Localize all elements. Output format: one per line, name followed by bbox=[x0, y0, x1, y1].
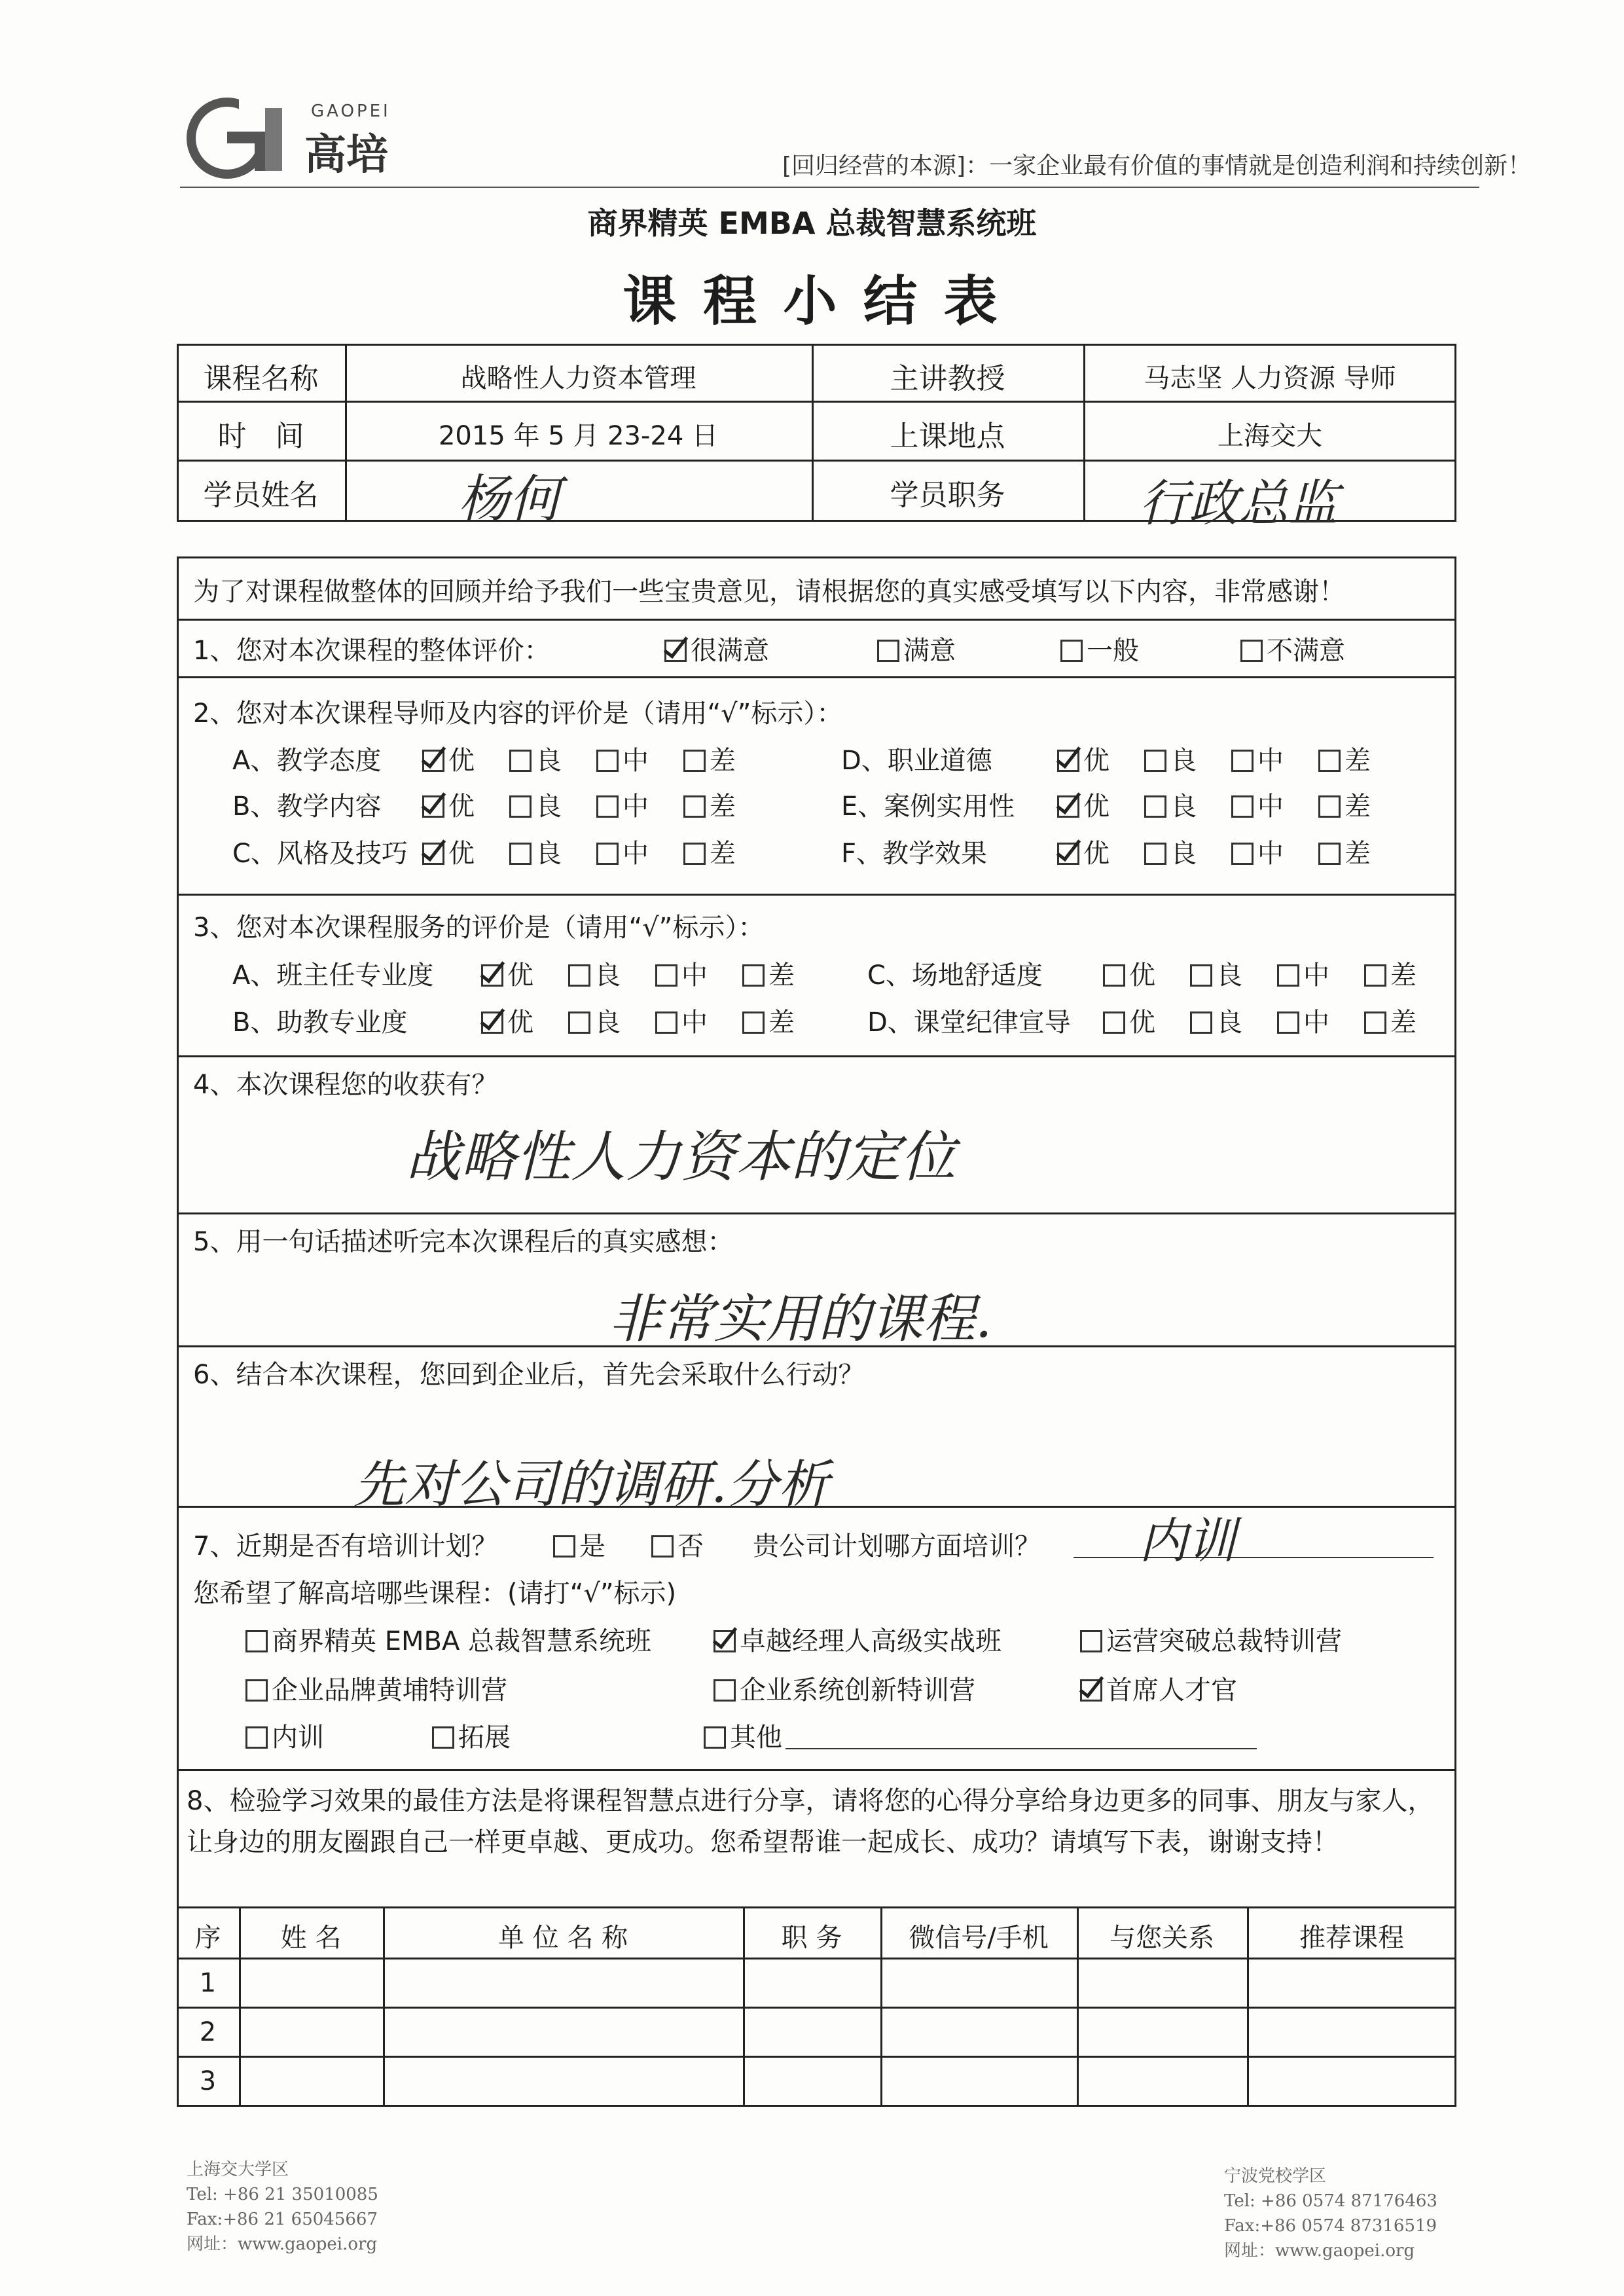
q3-option-3-1[interactable] bbox=[1190, 1002, 1242, 1039]
student-position-value: 行政总监 bbox=[1139, 474, 1338, 532]
footer-left-web-label: 网址： bbox=[187, 2234, 238, 2254]
q2-option-5-2[interactable] bbox=[1231, 833, 1284, 870]
q8-table-header: 推荐课程 bbox=[1299, 1923, 1404, 1953]
q4-answer: 战略性人力资本的定位 bbox=[406, 1125, 956, 1189]
checkbox-icon bbox=[568, 964, 590, 987]
q7-courses-label: 您希望了解高培哪些课程：(请打“√”标示) bbox=[193, 1578, 677, 1609]
footer-right-web-label: 网址： bbox=[1224, 2241, 1276, 2261]
q7-course-label: 运营突破总裁特训营 bbox=[1106, 1626, 1342, 1656]
q3-option-1-2[interactable] bbox=[655, 1002, 708, 1039]
q3-item-label: D、课堂纪律宣导 bbox=[867, 1008, 1071, 1038]
q3-grade-label: 中 bbox=[681, 1008, 708, 1038]
logo-brand-en: GAOPEI bbox=[311, 101, 391, 121]
q7-course-label: 卓越经理人高级实战班 bbox=[740, 1626, 1001, 1656]
q2-item-label: B、教学内容 bbox=[232, 792, 382, 822]
q2-label: 2、您对本次课程导师及内容的评价是（请用“√”标示）： bbox=[193, 699, 843, 729]
program-title: 商界精英 EMBA 总裁智慧系统班 bbox=[587, 206, 1037, 241]
q8-table-cell[interactable] bbox=[883, 2058, 1074, 2104]
checkbox-icon bbox=[509, 843, 532, 865]
checkbox-icon bbox=[422, 795, 444, 818]
q2-grade-label: 优 bbox=[448, 839, 475, 869]
checkbox-icon bbox=[1231, 795, 1254, 818]
footer-left-web-link[interactable]: www.gaopei.org bbox=[238, 2234, 378, 2254]
time-value: 2015 年 5 月 23-24 日 bbox=[438, 421, 719, 451]
q5-answer: 非常实用的课程. bbox=[609, 1288, 992, 1349]
checkbox-icon bbox=[1318, 795, 1341, 818]
course-name-label: 课程名称 bbox=[203, 362, 319, 395]
q4-label: 4、本次课程您的收获有？ bbox=[193, 1070, 498, 1100]
intro-text: 为了对课程做整体的回顾并给予我们一些宝贵意见，请根据您的真实感受填写以下内容，非常感谢！ bbox=[193, 577, 1345, 607]
checkbox-icon bbox=[245, 1630, 268, 1652]
q2-option-1-2[interactable] bbox=[596, 786, 649, 823]
q3-option-3-3[interactable] bbox=[1364, 1002, 1416, 1039]
q2-grade-label: 良 bbox=[1170, 792, 1197, 822]
q2-option-3-2[interactable] bbox=[1231, 740, 1284, 777]
checkbox-icon bbox=[1231, 843, 1254, 865]
q3-grade-label: 差 bbox=[1390, 960, 1416, 991]
q2-grade-label: 良 bbox=[535, 792, 562, 822]
checkbox-icon bbox=[1364, 964, 1386, 987]
checkbox-icon bbox=[1277, 1011, 1299, 1034]
checkbox-icon bbox=[1103, 1011, 1125, 1034]
q2-option-4-0[interactable] bbox=[1057, 786, 1110, 823]
q7-plan-label: 贵公司计划哪方面培训？ bbox=[753, 1531, 1041, 1561]
q7-plan-answer: 内训 bbox=[1139, 1513, 1236, 1569]
q3-option-3-2[interactable] bbox=[1277, 1002, 1329, 1039]
q6-answer: 先对公司的调研.分析 bbox=[353, 1455, 829, 1514]
q7-other-underline bbox=[785, 1748, 1257, 1749]
q8-table-header: 与您关系 bbox=[1110, 1923, 1214, 1953]
checkbox-icon bbox=[1231, 750, 1254, 772]
q2-option-4-1[interactable] bbox=[1144, 786, 1197, 823]
q8-table-cell[interactable] bbox=[746, 2009, 878, 2053]
q3-grade-label: 差 bbox=[768, 960, 795, 991]
checkbox-icon bbox=[1190, 1011, 1212, 1034]
q2-grade-label: 中 bbox=[623, 839, 649, 869]
q2-grade-label: 优 bbox=[1083, 792, 1110, 822]
q3-option-1-3[interactable] bbox=[742, 1002, 795, 1039]
q2-grade-label: 差 bbox=[710, 839, 736, 869]
q2-grade-label: 中 bbox=[1257, 746, 1284, 776]
q2-grade-label: 中 bbox=[1257, 839, 1284, 869]
place-value: 上海交大 bbox=[1218, 421, 1322, 451]
q7-yes-option[interactable]: 是 bbox=[553, 1525, 605, 1563]
checkbox-icon bbox=[1144, 843, 1166, 865]
q3-grade-label: 中 bbox=[1303, 960, 1329, 991]
q8-table-cell[interactable] bbox=[1250, 2009, 1454, 2053]
footer-right-campus: 宁波党校学区 bbox=[1224, 2166, 1327, 2186]
footer-left-fax: Fax:+86 21 65045667 bbox=[187, 2210, 378, 2229]
q2-item-label: C、风格及技巧 bbox=[232, 839, 408, 869]
checkbox-icon bbox=[568, 1011, 590, 1034]
q2-option-2-2[interactable] bbox=[596, 833, 649, 870]
q2-item-label: E、案例实用性 bbox=[841, 792, 1015, 822]
time-label: 时 间 bbox=[217, 420, 304, 453]
checkbox-icon bbox=[1364, 1011, 1386, 1034]
checkbox-icon bbox=[1240, 640, 1263, 662]
q1-option-unsatisfied[interactable]: 不满意 bbox=[1240, 630, 1345, 667]
logo-brand-cn: 高培 bbox=[304, 131, 388, 179]
checkbox-icon bbox=[1190, 964, 1212, 987]
checkbox-icon bbox=[1057, 843, 1079, 865]
q2-option-0-2[interactable] bbox=[596, 740, 649, 777]
checkbox-icon bbox=[655, 1011, 677, 1034]
q2-option-3-0[interactable] bbox=[1057, 740, 1110, 777]
q8-table-cell[interactable] bbox=[1250, 2058, 1454, 2104]
q3-option-1-0[interactable] bbox=[481, 1002, 533, 1039]
q6-label: 6、结合本次课程，您回到企业后，首先会采取什么行动？ bbox=[193, 1360, 865, 1390]
logo bbox=[187, 95, 422, 180]
q8-table-cell[interactable] bbox=[746, 1960, 878, 2004]
q8-table-cell[interactable] bbox=[1079, 2009, 1244, 2053]
student-position-label: 学员职务 bbox=[890, 479, 1005, 512]
q2-option-5-1[interactable] bbox=[1144, 833, 1197, 870]
footer-right-fax: Fax:+86 0574 87316519 bbox=[1224, 2216, 1437, 2236]
q7-course-label: 其他 bbox=[730, 1722, 782, 1753]
q7-course-label: 企业系统创新特训营 bbox=[740, 1675, 975, 1705]
q8-table-cell[interactable] bbox=[1079, 1960, 1244, 2004]
q3-grade-label: 中 bbox=[1303, 1008, 1329, 1038]
checkbox-icon bbox=[742, 964, 765, 987]
checkbox-icon bbox=[713, 1679, 736, 1702]
q7-course-option[interactable] bbox=[704, 1717, 782, 1754]
checkbox-icon bbox=[1080, 1679, 1102, 1702]
checkbox-icon bbox=[1318, 843, 1341, 865]
q3-item-label: A、班主任专业度 bbox=[232, 960, 434, 991]
checkbox-icon bbox=[509, 750, 532, 772]
q1-option-satisfied[interactable]: 满意 bbox=[877, 630, 956, 667]
q8-table-cell[interactable] bbox=[883, 1960, 1074, 2004]
course-name-value: 战略性人力资本管理 bbox=[460, 363, 696, 393]
q2-option-1-1[interactable] bbox=[509, 786, 562, 823]
checkbox-icon bbox=[509, 795, 532, 818]
q2-option-1-0[interactable] bbox=[422, 786, 475, 823]
q1-option-average[interactable]: 一般 bbox=[1060, 630, 1139, 667]
gaopei-logo-icon bbox=[187, 95, 291, 180]
q7-course-label: 企业品牌黄埔特训营 bbox=[272, 1675, 507, 1705]
q2-grade-label: 良 bbox=[1170, 839, 1197, 869]
q7-course-option[interactable] bbox=[245, 1717, 324, 1754]
professor-label: 主讲教授 bbox=[890, 362, 1005, 395]
checkbox-icon bbox=[713, 1630, 736, 1652]
q8-table-header: 微信号/手机 bbox=[909, 1923, 1049, 1953]
form-title: 课 程 小 结 表 bbox=[623, 270, 1001, 333]
q7-course-label: 商界精英 EMBA 总裁智慧系统班 bbox=[272, 1626, 652, 1656]
q3-grade-label: 良 bbox=[1216, 960, 1242, 991]
q3-grade-label: 优 bbox=[507, 960, 533, 991]
checkbox-icon bbox=[1277, 964, 1299, 987]
q1-option-very-satisfied[interactable]: 很满意 bbox=[664, 630, 769, 667]
q8-table-header: 序 bbox=[194, 1923, 221, 1953]
q3-option-0-2[interactable] bbox=[655, 955, 708, 992]
q7-course-option[interactable] bbox=[245, 1669, 507, 1707]
q8-table-cell[interactable] bbox=[386, 2058, 740, 2104]
q3-option-0-1[interactable] bbox=[568, 955, 621, 992]
q3-grade-label: 优 bbox=[1129, 960, 1155, 991]
q7-course-label: 内训 bbox=[272, 1722, 324, 1753]
q2-grade-label: 良 bbox=[535, 746, 562, 776]
footer-right bbox=[1224, 2164, 1437, 2263]
checkbox-icon bbox=[245, 1726, 268, 1749]
slogan: [回归经营的本源]：一家企业最有价值的事情就是创造利润和持续创新！ bbox=[782, 153, 1532, 179]
footer-left-tel: Tel: +86 21 35010085 bbox=[187, 2185, 378, 2204]
q8-table-row-number: 2 bbox=[199, 2017, 217, 2047]
q2-grade-label: 差 bbox=[1344, 792, 1371, 822]
checkbox-icon bbox=[422, 750, 444, 772]
q2-option-2-3[interactable] bbox=[683, 833, 736, 870]
q7-course-option[interactable] bbox=[1080, 1620, 1342, 1658]
q3-option-1-1[interactable] bbox=[568, 1002, 621, 1039]
q3-option-2-1[interactable] bbox=[1190, 955, 1242, 992]
q5-label: 5、用一句话描述听完本次课程后的真实感想： bbox=[193, 1227, 734, 1257]
q8-text-block: 8、检验学习效果的最佳方法是将课程智慧点进行分享，请将您的心得分享给身边更多的同事、朋友与家人，让身边的朋友圈跟自己一样更卓越、更成功。您希望帮谁一起成长、成功？请填写下表，谢谢支持！ bbox=[187, 1786, 1434, 1857]
q2-grade-label: 优 bbox=[1083, 746, 1110, 776]
q2-grade-label: 优 bbox=[448, 746, 475, 776]
q2-option-4-2[interactable] bbox=[1231, 786, 1284, 823]
q8-table-cell[interactable] bbox=[1250, 1960, 1454, 2004]
q3-item-label: C、场地舒适度 bbox=[867, 960, 1043, 991]
q3-grade-label: 良 bbox=[1216, 1008, 1242, 1038]
q8-table-cell[interactable] bbox=[386, 2009, 740, 2053]
checkbox-icon bbox=[683, 795, 706, 818]
q2-grade-label: 优 bbox=[448, 792, 475, 822]
q3-option-0-3[interactable] bbox=[742, 955, 795, 992]
checkbox-icon bbox=[655, 964, 677, 987]
q3-option-0-0[interactable] bbox=[481, 955, 533, 992]
checkbox-icon bbox=[1057, 750, 1079, 772]
q7-course-option[interactable] bbox=[1080, 1669, 1237, 1707]
checkbox-icon bbox=[1080, 1630, 1102, 1652]
q2-item-label: A、教学态度 bbox=[232, 746, 382, 776]
q3-grade-label: 优 bbox=[1129, 1008, 1155, 1038]
q3-grade-label: 差 bbox=[768, 1008, 795, 1038]
checkbox-icon bbox=[877, 640, 899, 662]
q3-option-3-0[interactable] bbox=[1103, 1002, 1155, 1039]
footer-right-web-link[interactable]: www.gaopei.org bbox=[1275, 2241, 1415, 2261]
student-name-label: 学员姓名 bbox=[203, 479, 319, 512]
q8-table-cell[interactable] bbox=[242, 2009, 380, 2053]
q2-option-2-0[interactable] bbox=[422, 833, 475, 870]
checkbox-icon bbox=[596, 750, 619, 772]
q2-grade-label: 中 bbox=[623, 792, 649, 822]
q3-option-2-2[interactable] bbox=[1277, 955, 1329, 992]
q3-grade-label: 良 bbox=[594, 1008, 621, 1038]
q2-grade-label: 差 bbox=[1344, 746, 1371, 776]
q8-table-row-number: 1 bbox=[199, 1968, 217, 1998]
q1-label: 1、您对本次课程的整体评价： bbox=[193, 636, 550, 666]
q2-option-2-1[interactable] bbox=[509, 833, 562, 870]
q2-option-0-0[interactable] bbox=[422, 740, 475, 777]
q2-option-5-0[interactable] bbox=[1057, 833, 1110, 870]
q3-grade-label: 差 bbox=[1390, 1008, 1416, 1038]
q7-no-option[interactable]: 否 bbox=[651, 1525, 704, 1563]
q2-grade-label: 中 bbox=[623, 746, 649, 776]
q8-table-cell[interactable] bbox=[242, 2058, 380, 2104]
checkbox-icon bbox=[651, 1535, 674, 1558]
checkbox-icon bbox=[553, 1535, 575, 1558]
q8-table-header: 单 位 名 称 bbox=[497, 1923, 628, 1953]
q2-grade-label: 良 bbox=[1170, 746, 1197, 776]
q2-grade-label: 中 bbox=[1257, 792, 1284, 822]
q2-item-label: D、职业道德 bbox=[841, 746, 992, 776]
q7-course-option[interactable] bbox=[713, 1669, 975, 1707]
q3-item-label: B、助教专业度 bbox=[232, 1008, 408, 1038]
q8-table-header: 姓 名 bbox=[280, 1923, 342, 1953]
q3-label: 3、您对本次课程服务的评价是（请用“√”标示）： bbox=[193, 913, 765, 943]
q7-plan-underline bbox=[1074, 1557, 1434, 1558]
checkbox-icon bbox=[245, 1679, 268, 1702]
checkbox-icon bbox=[683, 843, 706, 865]
checkbox-icon bbox=[481, 964, 503, 987]
q7-course-label: 首席人才官 bbox=[1106, 1675, 1237, 1705]
q8-table-cell[interactable] bbox=[883, 2009, 1074, 2053]
q2-option-5-3[interactable] bbox=[1318, 833, 1371, 870]
q3-grade-label: 中 bbox=[681, 960, 708, 991]
q2-option-1-3[interactable] bbox=[683, 786, 736, 823]
footer-right-tel: Tel: +86 0574 87176463 bbox=[1224, 2191, 1437, 2211]
q2-option-4-3[interactable] bbox=[1318, 786, 1371, 823]
checkbox-icon bbox=[432, 1726, 454, 1749]
q3-grade-label: 优 bbox=[507, 1008, 533, 1038]
checkbox-icon bbox=[422, 843, 444, 865]
q7-course-option[interactable] bbox=[432, 1717, 511, 1754]
q2-grade-label: 差 bbox=[710, 746, 736, 776]
footer-left-campus: 上海交大学区 bbox=[187, 2160, 289, 2179]
checkbox-icon bbox=[742, 1011, 765, 1034]
q3-option-2-0[interactable] bbox=[1103, 955, 1155, 992]
q2-option-0-3[interactable] bbox=[683, 740, 736, 777]
checkbox-icon bbox=[1103, 964, 1125, 987]
q8-table-cell[interactable] bbox=[1079, 2058, 1244, 2104]
q7-course-option[interactable] bbox=[245, 1620, 651, 1658]
q8-table-row-number: 3 bbox=[199, 2066, 217, 2096]
q8-table-cell[interactable] bbox=[242, 1960, 380, 2004]
q8-table-cell[interactable] bbox=[746, 2058, 878, 2104]
checkbox-icon bbox=[1318, 750, 1341, 772]
place-label: 上课地点 bbox=[890, 420, 1005, 453]
q2-grade-label: 良 bbox=[535, 839, 562, 869]
footer-left bbox=[187, 2157, 378, 2257]
q7-course-option[interactable] bbox=[713, 1620, 1001, 1658]
checkbox-icon bbox=[1144, 750, 1166, 772]
header-rule bbox=[180, 187, 1479, 188]
student-name-value: 杨何 bbox=[458, 470, 561, 529]
q7-course-label: 拓展 bbox=[458, 1722, 511, 1753]
q8-table-header: 职 务 bbox=[781, 1923, 842, 1953]
q2-option-0-1[interactable] bbox=[509, 740, 562, 777]
q2-grade-label: 优 bbox=[1083, 839, 1110, 869]
checkbox-icon bbox=[664, 640, 687, 662]
checkbox-icon bbox=[704, 1726, 726, 1749]
checkbox-icon bbox=[596, 795, 619, 818]
professor-value: 马志坚 人力资源 导师 bbox=[1144, 363, 1396, 393]
checkbox-icon bbox=[481, 1011, 503, 1034]
q2-item-label: F、教学效果 bbox=[841, 839, 988, 869]
q2-grade-label: 差 bbox=[710, 792, 736, 822]
checkbox-icon bbox=[1144, 795, 1166, 818]
checkbox-icon bbox=[596, 843, 619, 865]
checkbox-icon bbox=[1057, 795, 1079, 818]
q2-grade-label: 差 bbox=[1344, 839, 1371, 869]
q8-table-cell[interactable] bbox=[386, 1960, 740, 2004]
q7-label: 7、近期是否有培训计划？ bbox=[193, 1531, 498, 1561]
q3-option-2-3[interactable] bbox=[1364, 955, 1416, 992]
checkbox-icon bbox=[1060, 640, 1083, 662]
q2-option-3-1[interactable] bbox=[1144, 740, 1197, 777]
checkbox-icon bbox=[683, 750, 706, 772]
q2-option-3-3[interactable] bbox=[1318, 740, 1371, 777]
q3-grade-label: 良 bbox=[594, 960, 621, 991]
